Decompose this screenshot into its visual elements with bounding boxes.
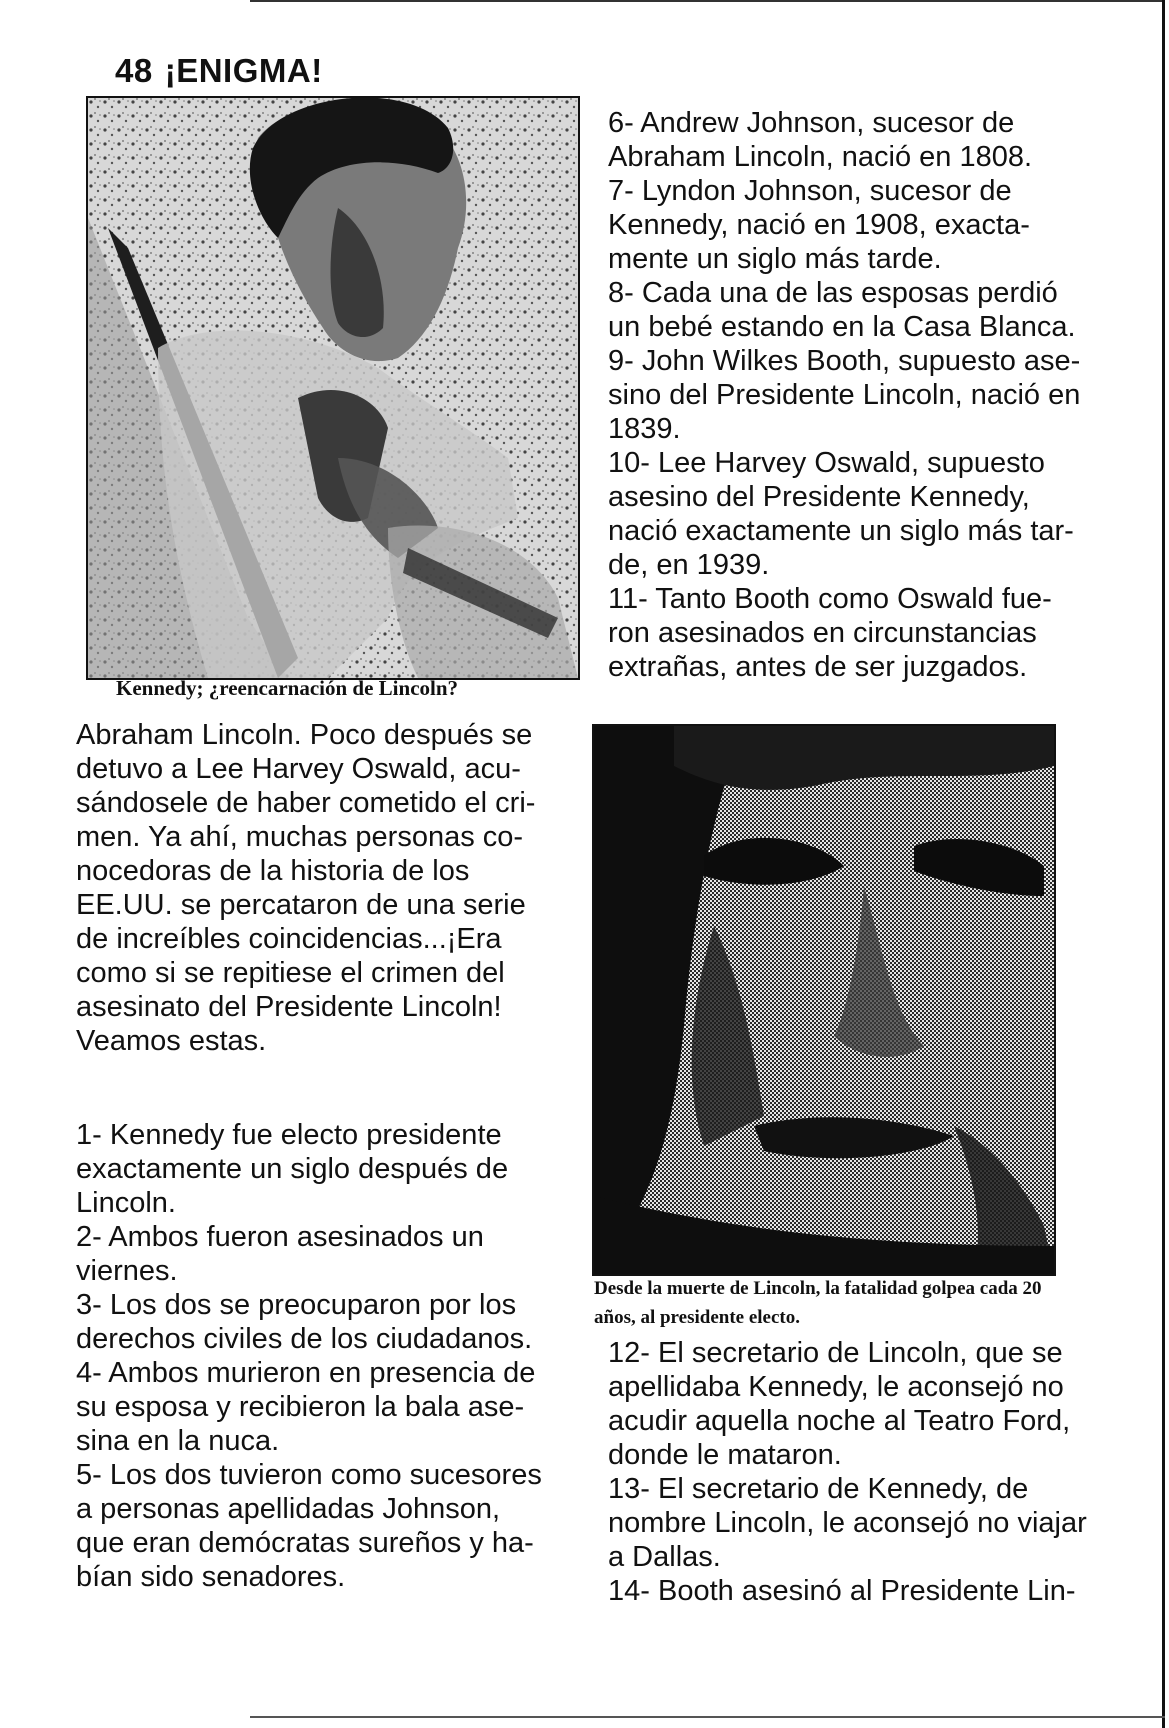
list-item-line: 13- El secretario de Kennedy, de	[608, 1473, 1029, 1505]
list-item-line: 7- Lyndon Johnson, sucesor de	[608, 175, 1012, 207]
list-item-line: su esposa y recibieron la bala ase-	[76, 1391, 525, 1423]
text-line: asesinato del Presidente Lincoln!	[76, 991, 502, 1023]
text-line: de increíbles coincidencias...¡Era	[76, 923, 502, 955]
text-line: nocedoras de la historia de los	[76, 855, 470, 887]
list-item-line: acudir aquella noche al Teatro Ford,	[608, 1405, 1071, 1437]
list-item-line: un bebé estando en la Casa Blanca.	[608, 311, 1076, 343]
text-line: como si se repitiese el crimen del	[76, 957, 505, 989]
list-item-line: asesino del Presidente Kennedy,	[608, 481, 1030, 513]
list-item-line: derechos civiles de los ciudadanos.	[76, 1323, 533, 1355]
list-item-line: 5- Los dos tuvieron como sucesores	[76, 1459, 542, 1491]
bottom-rule	[250, 1716, 1165, 1718]
running-header	[115, 52, 323, 90]
list-item-line: sino del Presidente Lincoln, nació en	[608, 379, 1081, 411]
top-rule	[250, 0, 1165, 2]
text-line: Veamos estas.	[76, 1025, 267, 1057]
list-item-line: 11- Tanto Booth como Oswald fue-	[608, 583, 1052, 615]
coincidence-list-left	[76, 1118, 542, 1594]
list-item-line: 1- Kennedy fue electo presidente	[76, 1119, 502, 1151]
intro-paragraph	[76, 718, 535, 1058]
list-item-line: mente un siglo más tarde.	[608, 243, 942, 275]
list-item-line: 4- Ambos murieron en presencia de	[76, 1357, 536, 1389]
list-item-line: extrañas, antes de ser juzgados.	[608, 651, 1028, 683]
text-line: detuvo a Lee Harvey Oswald, acu-	[76, 753, 521, 785]
face-closeup-photo	[592, 724, 1056, 1276]
list-item-line: nombre Lincoln, le aconsejó no viajar	[608, 1507, 1087, 1539]
list-item-line: 10- Lee Harvey Oswald, supuesto	[608, 447, 1045, 479]
list-item-line: Kennedy, nació en 1908, exacta-	[608, 209, 1030, 241]
list-item-line: nació exactamente un siglo más tar-	[608, 515, 1074, 547]
list-item-line: 8- Cada una de las esposas perdió	[608, 277, 1058, 309]
list-item-line: 14- Booth asesinó al Presidente Lin-	[608, 1575, 1076, 1607]
list-item-line: que eran demócratas sureños y ha-	[76, 1527, 534, 1559]
list-item-line: 12- El secretario de Lincoln, que se	[608, 1337, 1063, 1369]
list-item-line: de, en 1939.	[608, 549, 770, 581]
list-item-line: exactamente un siglo después de	[76, 1153, 509, 1185]
list-item-line: donde le mataron.	[608, 1439, 842, 1471]
list-item-line: Lincoln.	[76, 1187, 176, 1219]
page-number: 48	[115, 52, 153, 89]
face-photo-caption: Desde la muerte de Lincoln, la fatalidad golpea cada 20 años, al presidente electo.	[594, 1278, 1042, 1328]
list-item-line: 2- Ambos fueron asesinados un	[76, 1221, 484, 1253]
list-item-line: 1839.	[608, 413, 681, 445]
text-line: sándosele de haber cometido el cri-	[76, 787, 536, 819]
list-item-line: a personas apellidadas Johnson,	[76, 1493, 501, 1525]
list-item-line: bían sido senadores.	[76, 1561, 346, 1593]
kennedy-photo	[86, 96, 580, 680]
coincidence-list-right-bottom	[608, 1336, 1087, 1608]
list-item-line: 3- Los dos se preocuparon por los	[76, 1289, 517, 1321]
list-item-line: sina en la nuca.	[76, 1425, 280, 1457]
list-item-line: ron asesinados en circunstancias	[608, 617, 1037, 649]
text-line: EE.UU. se percataron de una serie	[76, 889, 526, 921]
list-item-line: apellidaba Kennedy, le aconsejó no	[608, 1371, 1064, 1403]
coincidence-list-right-top	[608, 106, 1080, 684]
section-title: ¡ENIGMA!	[164, 52, 323, 89]
list-item-line: 6- Andrew Johnson, sucesor de	[608, 107, 1015, 139]
text-line: men. Ya ahí, muchas personas co-	[76, 821, 524, 853]
list-item-line: Abraham Lincoln, nació en 1808.	[608, 141, 1033, 173]
list-item-line: 9- John Wilkes Booth, supuesto ase-	[608, 345, 1081, 377]
list-item-line: viernes.	[76, 1255, 178, 1287]
list-item-line: a Dallas.	[608, 1541, 721, 1573]
text-line: Abraham Lincoln. Poco después se	[76, 719, 533, 751]
page-edge	[1162, 0, 1165, 1728]
kennedy-photo-caption: Kennedy; ¿reencarnación de Lincoln?	[116, 676, 459, 700]
